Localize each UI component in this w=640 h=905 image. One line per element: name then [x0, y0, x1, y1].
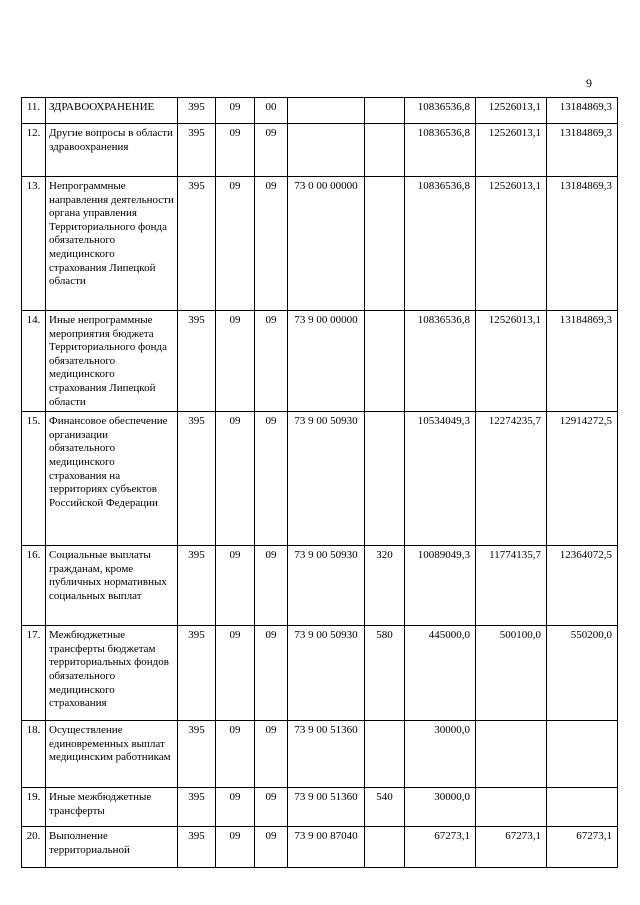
amount-year-2: 12274235,7 — [476, 412, 547, 546]
row-number: 16. — [22, 546, 46, 626]
ved-code: 395 — [178, 177, 216, 311]
amount-year-3: 67273,1 — [547, 827, 618, 868]
expense-type-code: 540 — [365, 788, 405, 827]
amount-year-1: 10089049,3 — [405, 546, 476, 626]
table-row — [22, 788, 618, 827]
row-number: 18. — [22, 721, 46, 788]
row-name: Иные непрограммные мероприятия бюджета Территориального фонда обязательного медицинского страхования Липецкой области — [46, 311, 178, 412]
row-number: 14. — [22, 311, 46, 412]
expense-type-code — [365, 311, 405, 412]
podrazdel-code: 09 — [255, 311, 288, 412]
amount-year-3: 550200,0 — [547, 626, 618, 721]
target-article-code: 73 9 00 50930 — [288, 626, 365, 721]
podrazdel-code: 09 — [255, 546, 288, 626]
amount-year-1: 445000,0 — [405, 626, 476, 721]
ved-code: 395 — [178, 311, 216, 412]
podrazdel-code: 09 — [255, 626, 288, 721]
row-number: 19. — [22, 788, 46, 827]
expense-type-code — [365, 827, 405, 868]
amount-year-2: 500100,0 — [476, 626, 547, 721]
table-row — [22, 827, 618, 868]
razdel-code: 09 — [216, 124, 255, 177]
row-name: Финансовое обеспечение организации обязательного медицинского страхования на территориях субъектов Российской Федерации — [46, 412, 178, 546]
expense-type-code: 580 — [365, 626, 405, 721]
expense-type-code — [365, 124, 405, 177]
ved-code: 395 — [178, 546, 216, 626]
ved-code: 395 — [178, 412, 216, 546]
razdel-code: 09 — [216, 412, 255, 546]
ved-code: 395 — [178, 788, 216, 827]
ved-code: 395 — [178, 626, 216, 721]
budget-table — [21, 97, 618, 868]
amount-year-1: 10836536,8 — [405, 311, 476, 412]
amount-year-2 — [476, 788, 547, 827]
amount-year-2: 12526013,1 — [476, 311, 547, 412]
razdel-code: 09 — [216, 98, 255, 124]
row-number: 15. — [22, 412, 46, 546]
row-number: 17. — [22, 626, 46, 721]
target-article-code: 73 9 00 00000 — [288, 311, 365, 412]
ved-code: 395 — [178, 124, 216, 177]
amount-year-2: 12526013,1 — [476, 124, 547, 177]
row-name: Иные межбюджетные трансферты — [46, 788, 178, 827]
amount-year-3 — [547, 721, 618, 788]
podrazdel-code: 09 — [255, 177, 288, 311]
razdel-code: 09 — [216, 788, 255, 827]
table-row — [22, 311, 618, 412]
amount-year-2: 67273,1 — [476, 827, 547, 868]
expense-type-code: 320 — [365, 546, 405, 626]
table-row — [22, 177, 618, 311]
podrazdel-code: 09 — [255, 827, 288, 868]
target-article-code: 73 0 00 00000 — [288, 177, 365, 311]
row-name: Другие вопросы в области здравоохранения — [46, 124, 178, 177]
amount-year-3: 13184869,3 — [547, 124, 618, 177]
podrazdel-code: 09 — [255, 124, 288, 177]
page-number: 9 — [586, 76, 592, 90]
row-number: 13. — [22, 177, 46, 311]
target-article-code: 73 9 00 51360 — [288, 788, 365, 827]
target-article-code: 73 9 00 50930 — [288, 546, 365, 626]
amount-year-1: 10534049,3 — [405, 412, 476, 546]
razdel-code: 09 — [216, 177, 255, 311]
table-row — [22, 626, 618, 721]
row-name: ЗДРАВООХРАНЕНИЕ — [46, 98, 178, 124]
amount-year-2: 11774135,7 — [476, 546, 547, 626]
table-row — [22, 124, 618, 177]
razdel-code: 09 — [216, 546, 255, 626]
target-article-code — [288, 98, 365, 124]
expense-type-code — [365, 177, 405, 311]
row-name: Осуществление единовременных выплат медицинским работникам — [46, 721, 178, 788]
razdel-code: 09 — [216, 827, 255, 868]
ved-code: 395 — [178, 721, 216, 788]
amount-year-2: 12526013,1 — [476, 177, 547, 311]
amount-year-2 — [476, 721, 547, 788]
target-article-code — [288, 124, 365, 177]
amount-year-1: 10836536,8 — [405, 177, 476, 311]
expense-type-code — [365, 98, 405, 124]
row-name: Непрограммные направления деятельности органа управления Территориального фонда обязательного медицинского страхования Липецкой области — [46, 177, 178, 311]
row-number: 12. — [22, 124, 46, 177]
amount-year-1: 67273,1 — [405, 827, 476, 868]
table-row — [22, 546, 618, 626]
amount-year-1: 10836536,8 — [405, 124, 476, 177]
amount-year-3: 12914272,5 — [547, 412, 618, 546]
row-name: Выполнение территориальной — [46, 827, 178, 868]
row-number: 11. — [22, 98, 46, 124]
podrazdel-code: 09 — [255, 412, 288, 546]
podrazdel-code: 09 — [255, 721, 288, 788]
row-name: Межбюджетные трансферты бюджетам территориальных фондов обязательного медицинского страхования — [46, 626, 178, 721]
amount-year-3: 12364072,5 — [547, 546, 618, 626]
ved-code: 395 — [178, 827, 216, 868]
row-number: 20. — [22, 827, 46, 868]
row-name: Социальные выплаты гражданам, кроме публичных нормативных социальных выплат — [46, 546, 178, 626]
amount-year-1: 10836536,8 — [405, 98, 476, 124]
table-row — [22, 412, 618, 546]
expense-type-code — [365, 412, 405, 546]
amount-year-3 — [547, 788, 618, 827]
amount-year-1: 30000,0 — [405, 788, 476, 827]
amount-year-3: 13184869,3 — [547, 311, 618, 412]
razdel-code: 09 — [216, 311, 255, 412]
target-article-code: 73 9 00 87040 — [288, 827, 365, 868]
amount-year-2: 12526013,1 — [476, 98, 547, 124]
amount-year-3: 13184869,3 — [547, 98, 618, 124]
target-article-code: 73 9 00 50930 — [288, 412, 365, 546]
expense-type-code — [365, 721, 405, 788]
razdel-code: 09 — [216, 626, 255, 721]
podrazdel-code: 00 — [255, 98, 288, 124]
target-article-code: 73 9 00 51360 — [288, 721, 365, 788]
table-row — [22, 721, 618, 788]
table-row — [22, 98, 618, 124]
razdel-code: 09 — [216, 721, 255, 788]
amount-year-1: 30000,0 — [405, 721, 476, 788]
ved-code: 395 — [178, 98, 216, 124]
amount-year-3: 13184869,3 — [547, 177, 618, 311]
podrazdel-code: 09 — [255, 788, 288, 827]
